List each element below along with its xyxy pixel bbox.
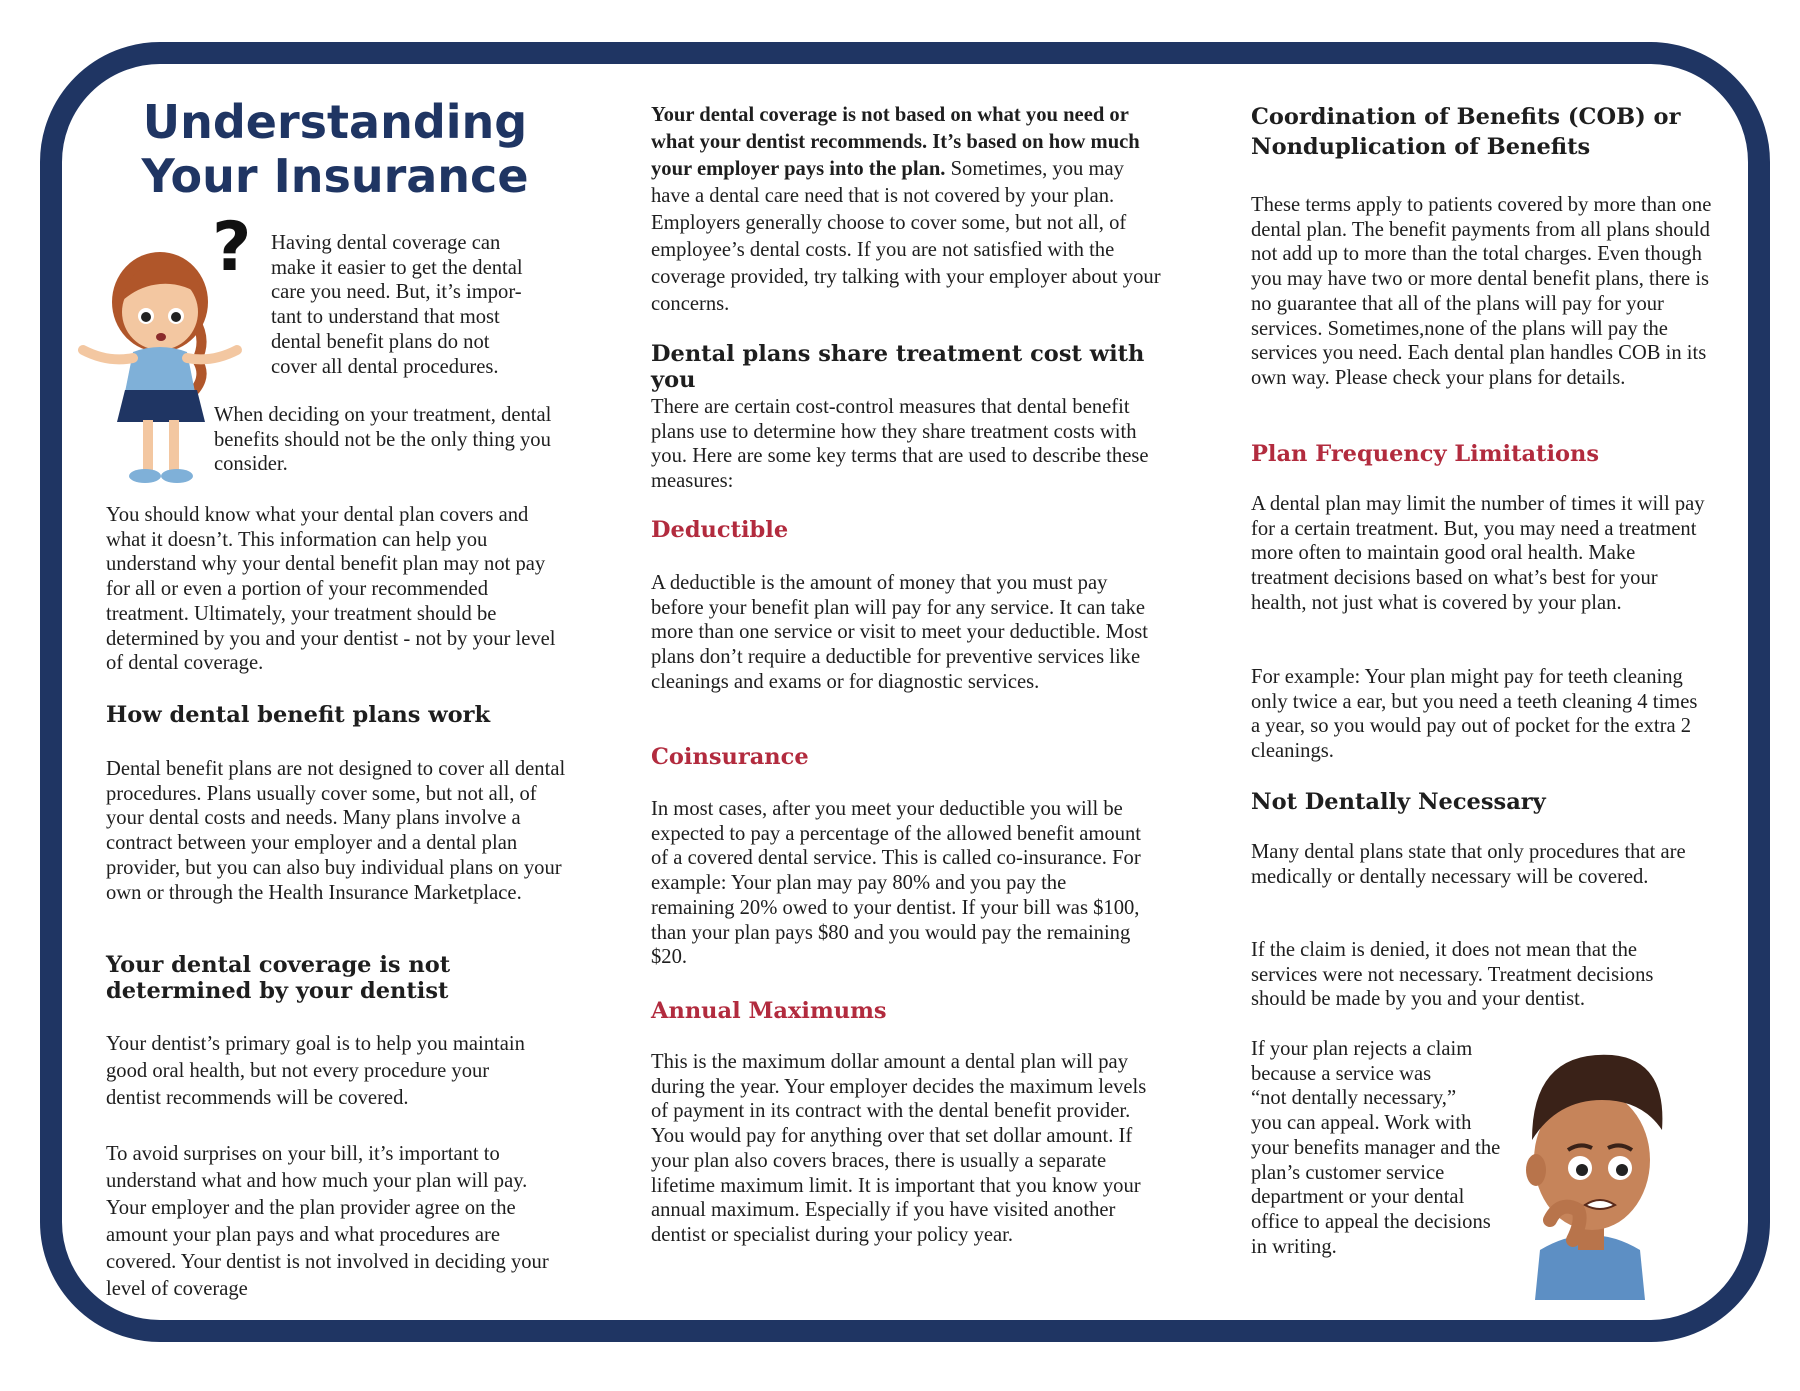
not-dentally-necessary-heading: Not Dentally Necessary bbox=[1251, 789, 1546, 815]
question-mark-icon: ? bbox=[212, 208, 252, 287]
appeal-paragraph bbox=[1251, 1037, 1541, 1259]
appeal-line: you can appeal. Work with bbox=[1251, 1112, 1472, 1135]
cob-paragraph: These terms apply to patients covered by more than one dental plan. The benefit payments from all plans should not add up to more than the total charges. Even though you may have two or more dental benefit plans, there is no guarantee that all of the plans will pay for your services. Sometimes,none of the plans will pay the services you need. Each dental plan handles COB in its own way. Please check your plans for details. bbox=[1251, 194, 1712, 389]
share-cost-paragraph: There are certain cost-control measures that dental benefit plans use to determine how they share treatment costs with you. Here are some key terms that are used to describe these measures: bbox=[651, 396, 1149, 493]
how-plans-work-paragraph: Dental benefit plans are not designed to cover all dental procedures. Plans usually cover some, but not all, of your dental costs and needs. Many plans involve a contract between your employer and a dental plan provider, but you can also buy individual plans on your own or through the Health Insurance Marketplace. bbox=[106, 758, 566, 904]
how-plans-work-heading: How dental benefit plans work bbox=[106, 702, 491, 728]
intro-line: dental benefit plans do not bbox=[271, 330, 490, 353]
page-title-line-1: Understanding bbox=[142, 95, 528, 149]
dentist-goal-paragraph: Your dentist’s primary goal is to help you maintain good oral health, but not every procedure your dentist recommends will be covered. bbox=[106, 1033, 525, 1109]
plan-frequency-paragraph: A dental plan may limit the number of times it will pay for a certain treatment. But, you may need a treatment more often to maintain good oral health. Make treatment decisions based on what’s best for your health, not just what is covered by your plan. bbox=[1251, 493, 1705, 614]
claim-denied-paragraph: If the claim is denied, it does not mean that the services were not necessary. Treatment decisions should be made by you and your dentist. bbox=[1251, 939, 1654, 1011]
deductible-heading: Deductible bbox=[651, 517, 789, 543]
frequency-example-paragraph: For example: Your plan might pay for teeth cleaning only twice a ear, but you need a teeth cleaning 4 times a year, so you would pay out of pocket for the extra 2 cleanings. bbox=[1251, 666, 1698, 763]
page-title-line-2: Your Insurance bbox=[141, 149, 529, 203]
worried-boy-illustration bbox=[1510, 1020, 1670, 1300]
intro-line: tant to understand that most bbox=[271, 306, 500, 329]
coverage-basis-rest: Sometimes, you may have a dental care need that is not covered by your plan. Employers generally choose to cover some, but not all, of employee’s dental costs. If you are not satisfied with the coverage provided, try talking with your employer about your concerns. bbox=[651, 158, 1161, 315]
share-cost-heading: Dental plans share treatment cost with you bbox=[651, 341, 1145, 393]
intro-line: make it easier to get the dental bbox=[271, 256, 523, 279]
annual-maximums-heading: Annual Maximums bbox=[651, 998, 887, 1024]
appeal-line: If your plan rejects a claim bbox=[1251, 1038, 1473, 1060]
appeal-line: “not dentally necessary,” bbox=[1251, 1087, 1457, 1110]
intro-line: cover all dental procedures. bbox=[271, 355, 499, 378]
coverage-basis-paragraph bbox=[651, 102, 1161, 318]
appeal-line: department or your dental bbox=[1251, 1186, 1465, 1209]
appeal-line: in writing. bbox=[1251, 1235, 1337, 1258]
avoid-surprises-paragraph: To avoid surprises on your bill, it’s important to understand what and how much your plan will pay. Your employer and the plan provider agree on the amount your plan pays and what procedures are covered. Your dentist is not involved in deciding your level of coverage bbox=[106, 1143, 549, 1300]
plan-frequency-heading: Plan Frequency Limitations bbox=[1251, 441, 1600, 467]
coinsurance-heading: Coinsurance bbox=[651, 744, 809, 770]
coinsurance-paragraph: In most cases, after you meet your deductible you will be expected to pay a percentage of the allowed benefit amount of a covered dental service. This is called co-insurance. For example: Your plan may pay 80% and you pay the remaining 20% owed to your dentist. If your bill was $100, than your plan pays $80 and you would pay the remaining $20. bbox=[651, 798, 1142, 969]
know-paragraph: You should know what your dental plan covers and what it doesn’t. This information can help you understand why your dental benefit plan may not pay for all or even a portion of your recommended treatment. Ultimately, your treatment should be determined by you and your dentist - not by your level of dental coverage. bbox=[106, 504, 556, 675]
not-dentally-necessary-paragraph: Many dental plans state that only procedures that are medically or dentally necessary will be covered. bbox=[1251, 841, 1686, 888]
page-title bbox=[130, 95, 540, 203]
cob-heading: Coordination of Benefits (COB) or Nonduplication of Benefits bbox=[1251, 104, 1681, 160]
annual-maximums-paragraph: This is the maximum dollar amount a dental plan will pay during the year. Your employer decides the maximum levels of payment in its contract with the dental benefit provider. You would pay for anything over that set dollar amount. If your plan also covers braces, there is usually a separate lifetime maximum limit. It is important that you know your annual maximum. Especially if you have visited another dentist or specialist during your policy year. bbox=[651, 1051, 1147, 1246]
appeal-line: because a service was bbox=[1251, 1062, 1432, 1085]
intro-paragraph bbox=[271, 231, 571, 379]
coverage-basis-bold: Your dental coverage is not based on what you need or what your dentist recommends. It’s based on how much your employer pays into the plan. bbox=[651, 104, 1140, 180]
intro-line: Having dental coverage can bbox=[271, 232, 501, 254]
coverage-not-determined-heading: Your dental coverage is not determined by your dentist bbox=[106, 952, 451, 1004]
deciding-paragraph: When deciding on your treatment, dental benefits should not be the only thing you consider. bbox=[214, 404, 552, 476]
appeal-line: your benefits manager and the bbox=[1251, 1136, 1501, 1159]
intro-line: care you need. But, it’s impor- bbox=[271, 281, 522, 304]
appeal-line: office to appeal the decisions bbox=[1251, 1210, 1491, 1233]
deductible-paragraph: A deductible is the amount of money that you must pay before your benefit plan will pay for any service. It can take more than one service or visit to meet your deductible. Most plans don’t require a deductible for preventive services like cleanings and exams or for diagnostic services. bbox=[651, 572, 1148, 693]
appeal-line: plan’s customer service bbox=[1251, 1161, 1445, 1184]
